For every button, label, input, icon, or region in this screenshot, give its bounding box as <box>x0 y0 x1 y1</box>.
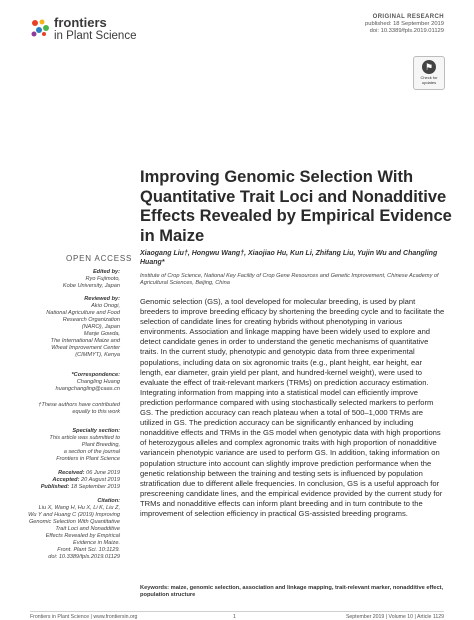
received-label: Received: <box>58 470 85 476</box>
footer-volume: September 2019 | Volume 10 | Article 1129 <box>345 614 444 620</box>
reviewed-by-section <box>10 296 120 359</box>
specialty: This article was submitted to Plant Breeding, a section of the journal Frontiers in Plant Science <box>49 435 120 462</box>
abstract: Genomic selection (GS), a tool developed for molecular breeding, is used by plant breeders to improve breeding efficacy by shortening the breeding cycle and to facilitate the selection of candidate lines for creating hybrids without phenotyping in various environments. Association and linkage mapping have been widely used to explore and detect candidate genes in order to understand the genetic mechanisms of quantitative traits. In the current study, phenotypic and genotypic data from three experimental populations, including data on six agronomic traits (e.g., plant height, ear height, ear length, ear diameter, grain yield per plant, and hundred-kernel weight), were used to evaluate the effect of trait-relevant markers (TRMs) on prediction accuracy estimation. Integrating information from mapping into a statistical model can efficiently improve prediction performance compared with using stochastically selected markers to perform GS. The prediction accuracy can reach plateau when a total of 500–1,000 TRMs are utilized in GS. The prediction accuracy can be significantly enhanced by including nonadditive effects and TRMs in the GS model when genotypic data with high proportions of heterozygous alleles and complex agronomic traits with high proportion of nonadditive variancein phenotypic variance are used to perform GS. In addition, taking information on population structure into account can slightly improve prediction performance when the genetic relationship between the training and testing sets is influenced by population stratification due to different allele frequencies. In conclusion, GS is a useful approach for prescreening candidate lines, and the empirical evidence provided by the current study for TRMs and nonadditive effects can inform plant breeding and in turn contribute to the improvement of selection efficiency in practical GS-assisted breeding programs. <box>140 297 445 518</box>
accepted-label: Accepted: <box>52 477 80 483</box>
equal-contribution-note: †These authors have contributed equally to this work <box>38 402 120 415</box>
published-side-date: 18 September 2019 <box>70 484 120 490</box>
correspondence: Changling Huang huangchangling@caas.cn <box>55 379 120 392</box>
citation-section <box>10 498 120 561</box>
citation-label: Citation: <box>97 498 120 504</box>
edited-by-section <box>10 269 120 290</box>
specialty-label: Specialty section: <box>72 428 120 434</box>
edited-by: Ryo Fujimoto, Kobe University, Japan <box>62 276 120 289</box>
footer-journal: Frontiers in Plant Science | www.frontiersin.org <box>30 614 138 620</box>
affiliation: Institute of Crop Science, National Key Facility of Crop Gene Resources and Genetic Improvement, Chinese Academy of Agricultural Sciences, Beijing, China <box>140 273 439 286</box>
check-updates-label: Check for updates <box>420 75 438 85</box>
received-date: 06 June 2019 <box>86 470 120 476</box>
specialty-section <box>10 428 120 463</box>
correspondence-label: *Correspondence: <box>71 372 120 378</box>
journal-subtitle: in Plant Science <box>54 30 137 42</box>
published-label: Published: <box>40 484 70 490</box>
dates-section <box>10 470 120 491</box>
reviewed-by-label: Reviewed by: <box>84 296 120 302</box>
doi: doi: 10.3389/fpls.2019.01129 <box>369 28 444 34</box>
accepted-date: 20 August 2019 <box>81 477 120 483</box>
correspondence-section <box>10 372 120 393</box>
frontiers-logo-icon <box>30 18 50 38</box>
edited-by-label: Edited by: <box>92 269 120 275</box>
page-number: 1 <box>233 614 236 620</box>
citation: Liu X, Wang H, Hu X, Li K, Liu Z, Wu Y and Huang C (2019) Improving Genomic Selection With Quantitative Trait Loci and Nonadditive Effects Revealed by Empirical Evidence in Maize. Front. Plant Sci. 10:1129. doi: 10.3389/fpls.2019.01129 <box>28 505 120 560</box>
bookmark-icon: ⚑ <box>422 60 436 74</box>
open-access-label: OPEN ACCESS <box>66 254 133 263</box>
published-date: published: 18 September 2019 <box>365 21 444 27</box>
article-type: ORIGINAL RESEARCH <box>372 14 444 20</box>
journal-name: frontiers <box>54 15 107 30</box>
authors: Xiaogang Liu†, Hongwu Wang†, Xiaojiao Hu, Kun Li, Zhifang Liu, Yujin Wu and Changling Huang* <box>140 250 438 266</box>
article-title: Improving Genomic Selection With Quantitative Trait Loci and Nonadditive Effects Revealed by Empirical Evidence in Maize <box>140 168 452 245</box>
check-for-updates-badge[interactable] <box>413 56 445 90</box>
reviewed-by: Akio Onogi, National Agriculture and Food Research Organization (NARO), Japan Manje Gowda, The International Maize and Wheat Improvement Center (CIMMYT), Kenya <box>46 303 120 358</box>
footer-divider <box>30 611 444 612</box>
keywords: Keywords: maize, genomic selection, association and linkage mapping, trait-relevant marker, nonadditive effect, population structure <box>140 585 444 598</box>
